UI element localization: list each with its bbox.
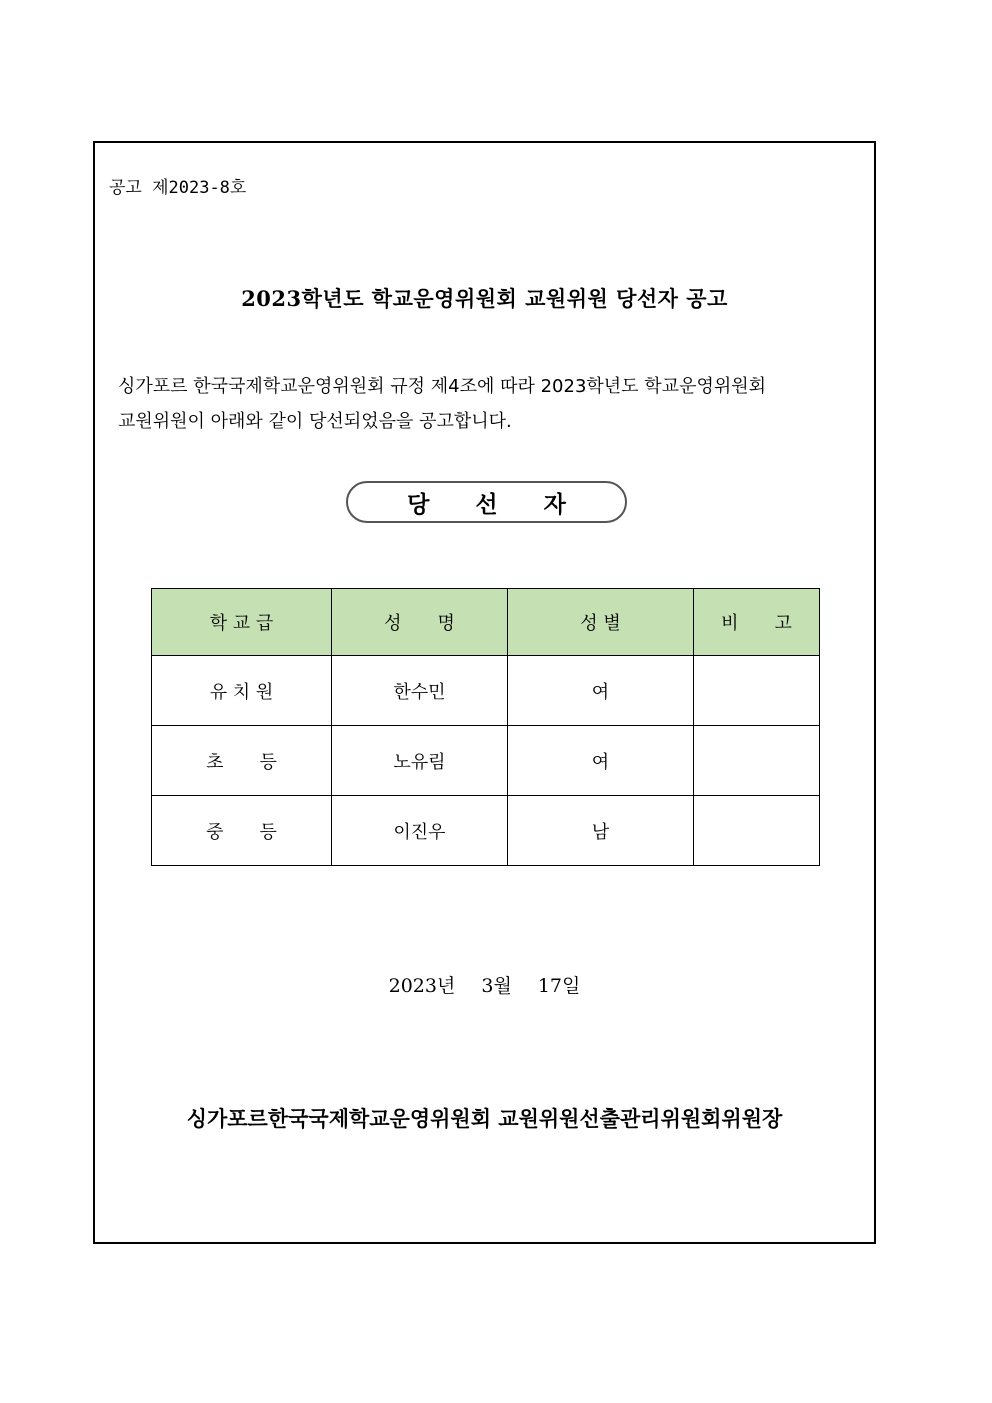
cell-name: 한수민 xyxy=(332,656,508,726)
winners-table xyxy=(151,588,820,866)
header-name: 성 명 xyxy=(332,589,508,656)
table-row xyxy=(152,726,820,796)
signer: 싱가포르한국국제학교운영위원회 교원위원선출관리위원회위원장 xyxy=(186,1106,783,1131)
cell-remarks xyxy=(694,726,820,796)
notice-title: 2023학년도 학교운영위원회 교원위원 당선자 공고 xyxy=(241,286,728,311)
cell-name: 노유림 xyxy=(332,726,508,796)
header-remarks: 비 고 xyxy=(694,589,820,656)
notice-frame xyxy=(93,141,876,1244)
notice-date: 2023년 3월 17일 xyxy=(388,975,581,997)
cell-name: 이진우 xyxy=(332,796,508,866)
table-row xyxy=(152,796,820,866)
cell-gender: 남 xyxy=(508,796,694,866)
cell-school-level: 유 치 원 xyxy=(152,656,332,726)
cell-gender: 여 xyxy=(508,656,694,726)
winners-section-label: 당 선 자 xyxy=(346,481,627,523)
cell-gender: 여 xyxy=(508,726,694,796)
notice-body xyxy=(118,369,866,439)
header-gender: 성 별 xyxy=(508,589,694,656)
cell-remarks xyxy=(694,656,820,726)
notice-number: 공고 제2023-8호 xyxy=(109,178,247,198)
cell-remarks xyxy=(694,796,820,866)
cell-school-level: 초 등 xyxy=(152,726,332,796)
header-school-level: 학 교 급 xyxy=(152,589,332,656)
cell-school-level: 중 등 xyxy=(152,796,332,866)
table-header-row xyxy=(152,589,820,656)
body-line: 교원위원이 아래와 같이 당선되었음을 공고합니다. xyxy=(118,411,512,432)
body-line: 싱가포르 한국국제학교운영위원회 규정 제4조에 따라 2023학년도 학교운영위원회 xyxy=(118,376,767,397)
table-row xyxy=(152,656,820,726)
